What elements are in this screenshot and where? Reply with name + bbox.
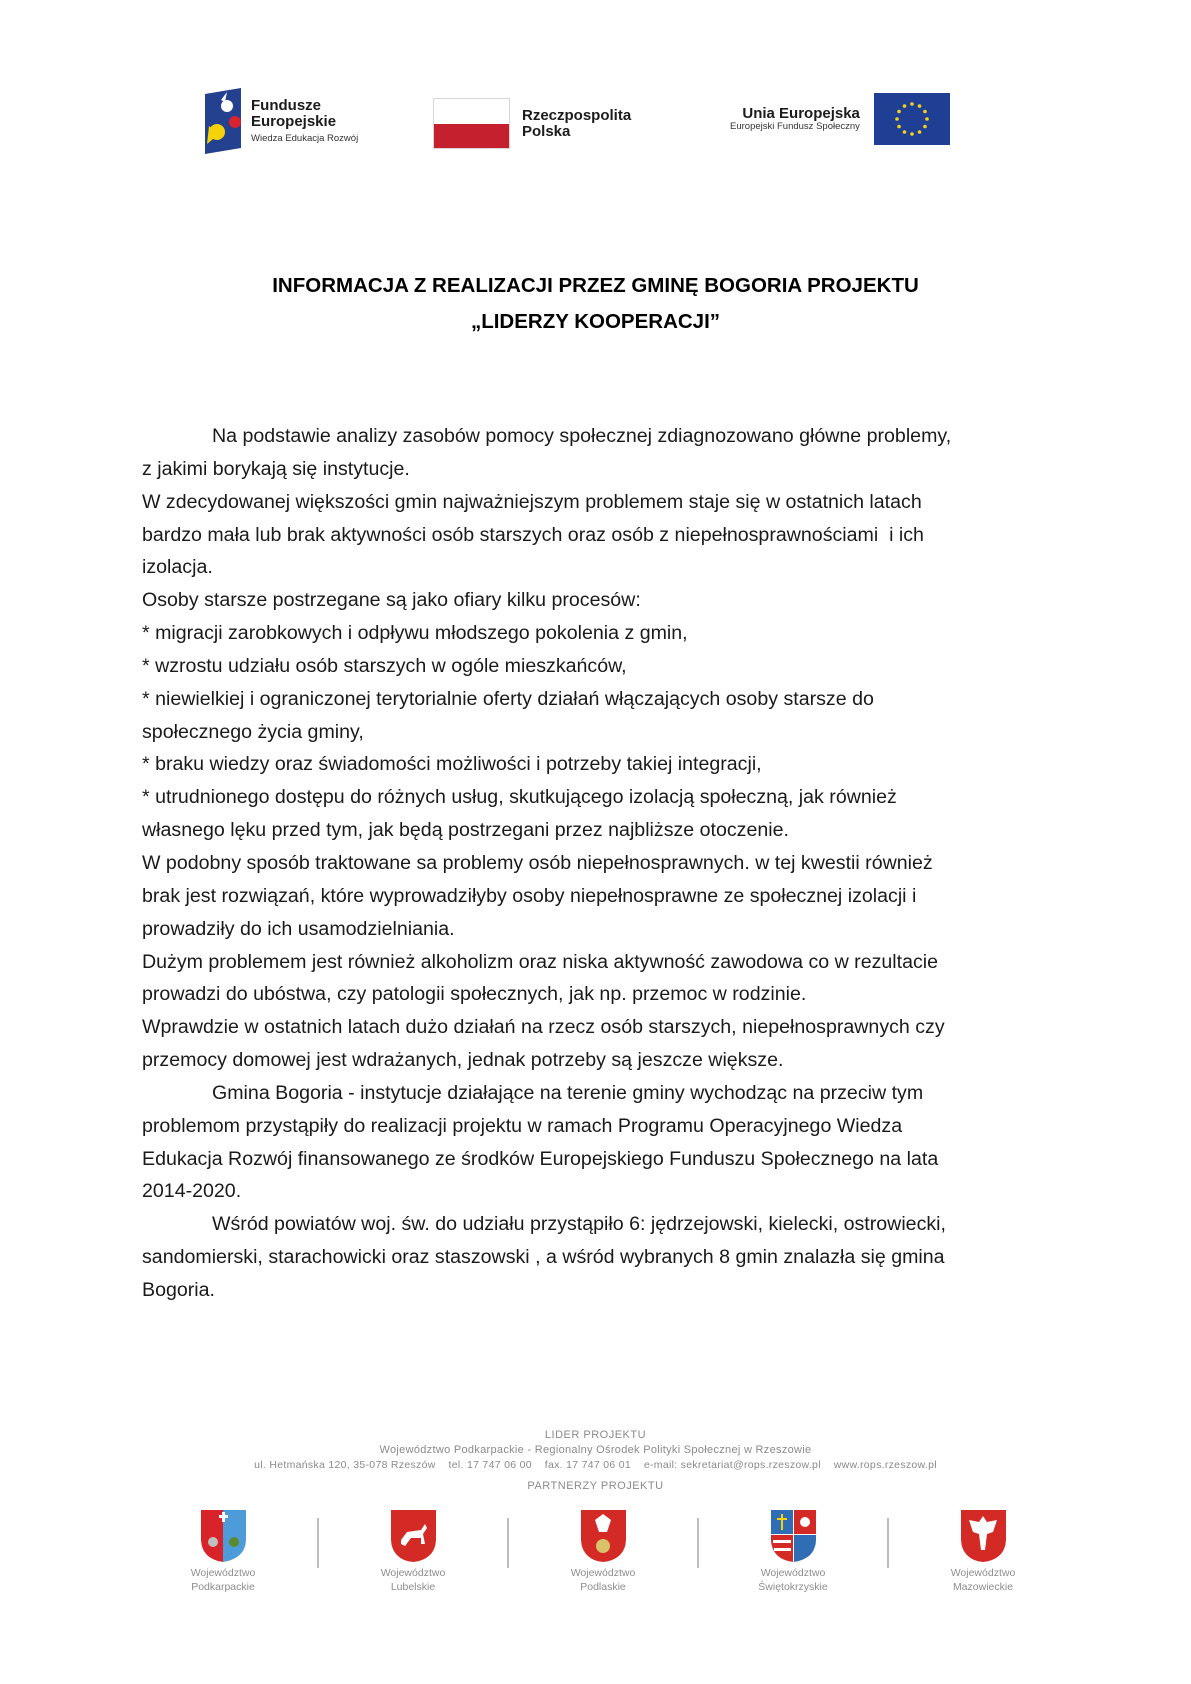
rzeczpospolita-line1: Rzeczpospolita [522,106,632,124]
rzeczpospolita-line2: Polska [522,122,571,140]
partners-list [168,1510,1038,1600]
unia-europejska-logo [730,93,950,145]
eu-star-icon [910,132,914,136]
fundusze-title-line2: Europejskie [251,113,337,131]
body-line: W zdecydowanej większości gmin najważniejszym problemem staje się w ostatnich latach [142,490,922,513]
lubelskie-crest-icon [391,1510,436,1562]
body-line: bardzo mała lub brak aktywności osób starszych oraz osób z niepełnosprawnościami i ich [142,523,924,546]
body-line: problemom przystąpiły do realizacji projektu w ramach Programu Operacyjnego Wiedza [142,1114,903,1137]
eu-star-icon [918,130,922,134]
body-line: * migracji zarobkowych i odpływu młodszego pokolenia z gmin, [142,622,688,645]
swietokrzyskie-crest-icon [771,1510,816,1562]
partner-item [548,1510,658,1594]
partner-divider [507,1518,509,1568]
leader-email[interactable]: e-mail: sekretariat@rops.rzeszow.pl [643,1459,821,1471]
eu-star-icon [897,125,901,129]
document-title [0,268,1191,340]
fundusze-title-line1: Fundusze [251,97,321,115]
unia-subtitle: Europejski Fundusz Społeczny [730,121,860,133]
body-line: Edukacja Rozwój finansowanego ze środków Europejskiego Funduszu Społecznego na lata [142,1147,939,1170]
partner-label-line2: Świętokrzyskie [758,1581,828,1593]
document-title-line1: INFORMACJA Z REALIZACJI PRZEZ GMINĘ BOGORIA PROJEKTU [272,274,919,297]
eu-star-icon [897,110,901,114]
body-line: prowadzi do ubóstwa, czy patologii społecznych, jak np. przemoc w rodzinie. [142,983,807,1006]
partner-label-line2: Podlaskie [580,1581,626,1593]
body-line: Bogoria. [142,1278,215,1301]
leader-fax: fax. 17 747 06 01 [544,1459,631,1471]
polish-flag-icon [433,98,510,149]
body-line: prowadziły do ich usamodzielniania. [142,917,455,940]
partner-label-line1: Województwo [380,1567,446,1579]
eu-flag-icon [874,93,950,145]
eu-star-icon [923,110,927,114]
body-line: * braku wiedzy oraz świadomości możliwości i potrzeby takiej integracji, [142,753,762,776]
partner-item [738,1510,848,1594]
partners-heading: PARTNERZY PROJEKTU [527,1480,664,1492]
mazowieckie-crest-icon [961,1510,1006,1562]
body-line: Wprawdzie w ostatnich latach dużo działań na rzecz osób starszych, niepełnosprawnych czy [142,1016,945,1039]
body-line: * niewielkiej i ograniczonej terytorialnie oferty działań włączających osoby starsze do [142,687,874,710]
eu-star-icon [903,130,907,134]
body-line: sandomierski, starachowicki oraz staszowski , a wśród wybranych 8 gmin znalazła się gmina [142,1246,945,1269]
footer [0,1428,1191,1494]
document-body [142,420,1062,1307]
unia-title: Unia Europejska [742,104,860,122]
document-title-line2: „LIDERZY KOOPERACJI” [470,310,721,333]
partner-label-line2: Mazowieckie [952,1581,1014,1593]
partner-label-line1: Województwo [570,1567,636,1579]
partner-item [928,1510,1038,1594]
body-line: z jakimi borykają się instytucje. [142,457,410,480]
eu-star-icon [923,125,927,129]
body-line: * wzrostu udziału osób starszych w ogóle mieszkańców, [142,654,627,677]
partner-item [168,1510,278,1594]
body-line: przemocy domowej jest wdrażanych, jednak potrzeby są jeszcze większe. [142,1049,784,1072]
body-line: izolacja. [142,556,213,579]
body-line: 2014-2020. [142,1180,242,1203]
header-logo-bar [0,88,1191,160]
body-line: brak jest rozwiązań, które wyprowadziłyby osoby niepełnosprawne ze społecznej izolacji i [142,884,917,907]
eu-star-icon [925,117,929,121]
partner-label-line1: Województwo [950,1567,1016,1579]
partner-divider [697,1518,699,1568]
partner-divider [887,1518,889,1568]
body-line: własnego lęku przed tym, jak będą postrzegani przez najbliższe otoczenie. [142,819,789,842]
fundusze-europejskie-logo [205,88,358,154]
eu-star-icon [918,104,922,108]
fundusze-subtitle: Wiedza Edukacja Rozwój [251,132,359,144]
eu-star-icon [895,117,899,121]
partner-label-line2: Podkarpackie [191,1581,255,1593]
leader-website[interactable]: www.rops.rzeszow.pl [833,1459,937,1471]
body-line: Osoby starsze postrzegane są jako ofiary kilku procesów: [142,589,641,612]
leader-phone: tel. 17 747 06 00 [448,1459,532,1471]
body-line: Gmina Bogoria - instytucje działające na terenie gminy wychodząc na przeciw tym [212,1081,924,1104]
partner-label-line2: Lubelskie [390,1581,436,1593]
eu-star-icon [903,104,907,108]
body-line: Wśród powiatów woj. św. do udziału przystąpiło 6: jędrzejowski, kielecki, ostrowiecki, [212,1213,946,1236]
partner-label-line1: Województwo [760,1567,826,1579]
body-line: W podobny sposób traktowane sa problemy osób niepełnosprawnych. w tej kwestii również [142,851,933,874]
body-line: Na podstawie analizy zasobów pomocy społecznej zdiagnozowano główne problemy, [212,425,952,447]
podkarpackie-crest-icon [201,1510,246,1562]
podlaskie-crest-icon [581,1510,626,1562]
eu-star-icon [910,102,914,106]
fundusze-europejskie-emblem-icon [205,88,241,154]
body-line: * utrudnionego dostępu do różnych usług, skutkującego izolacją społeczną, jak również [142,786,897,809]
leader-contact [0,1458,1191,1473]
leader-address: ul. Hetmańska 120, 35-078 Rzeszów [254,1459,436,1471]
rzeczpospolita-polska-logo [433,98,631,149]
leader-heading: LIDER PROJEKTU [544,1429,647,1441]
body-line: Dużym problemem jest również alkoholizm oraz niska aktywność zawodowa co w rezultacie [142,950,939,973]
body-line: społecznego życia gminy, [142,720,364,743]
partner-item [358,1510,468,1594]
leader-name: Województwo Podkarpackie - Regionalny Ośrodek Polityki Społecznej w Rzeszowie [379,1444,812,1456]
partner-divider [317,1518,319,1568]
partner-label-line1: Województwo [190,1567,256,1579]
